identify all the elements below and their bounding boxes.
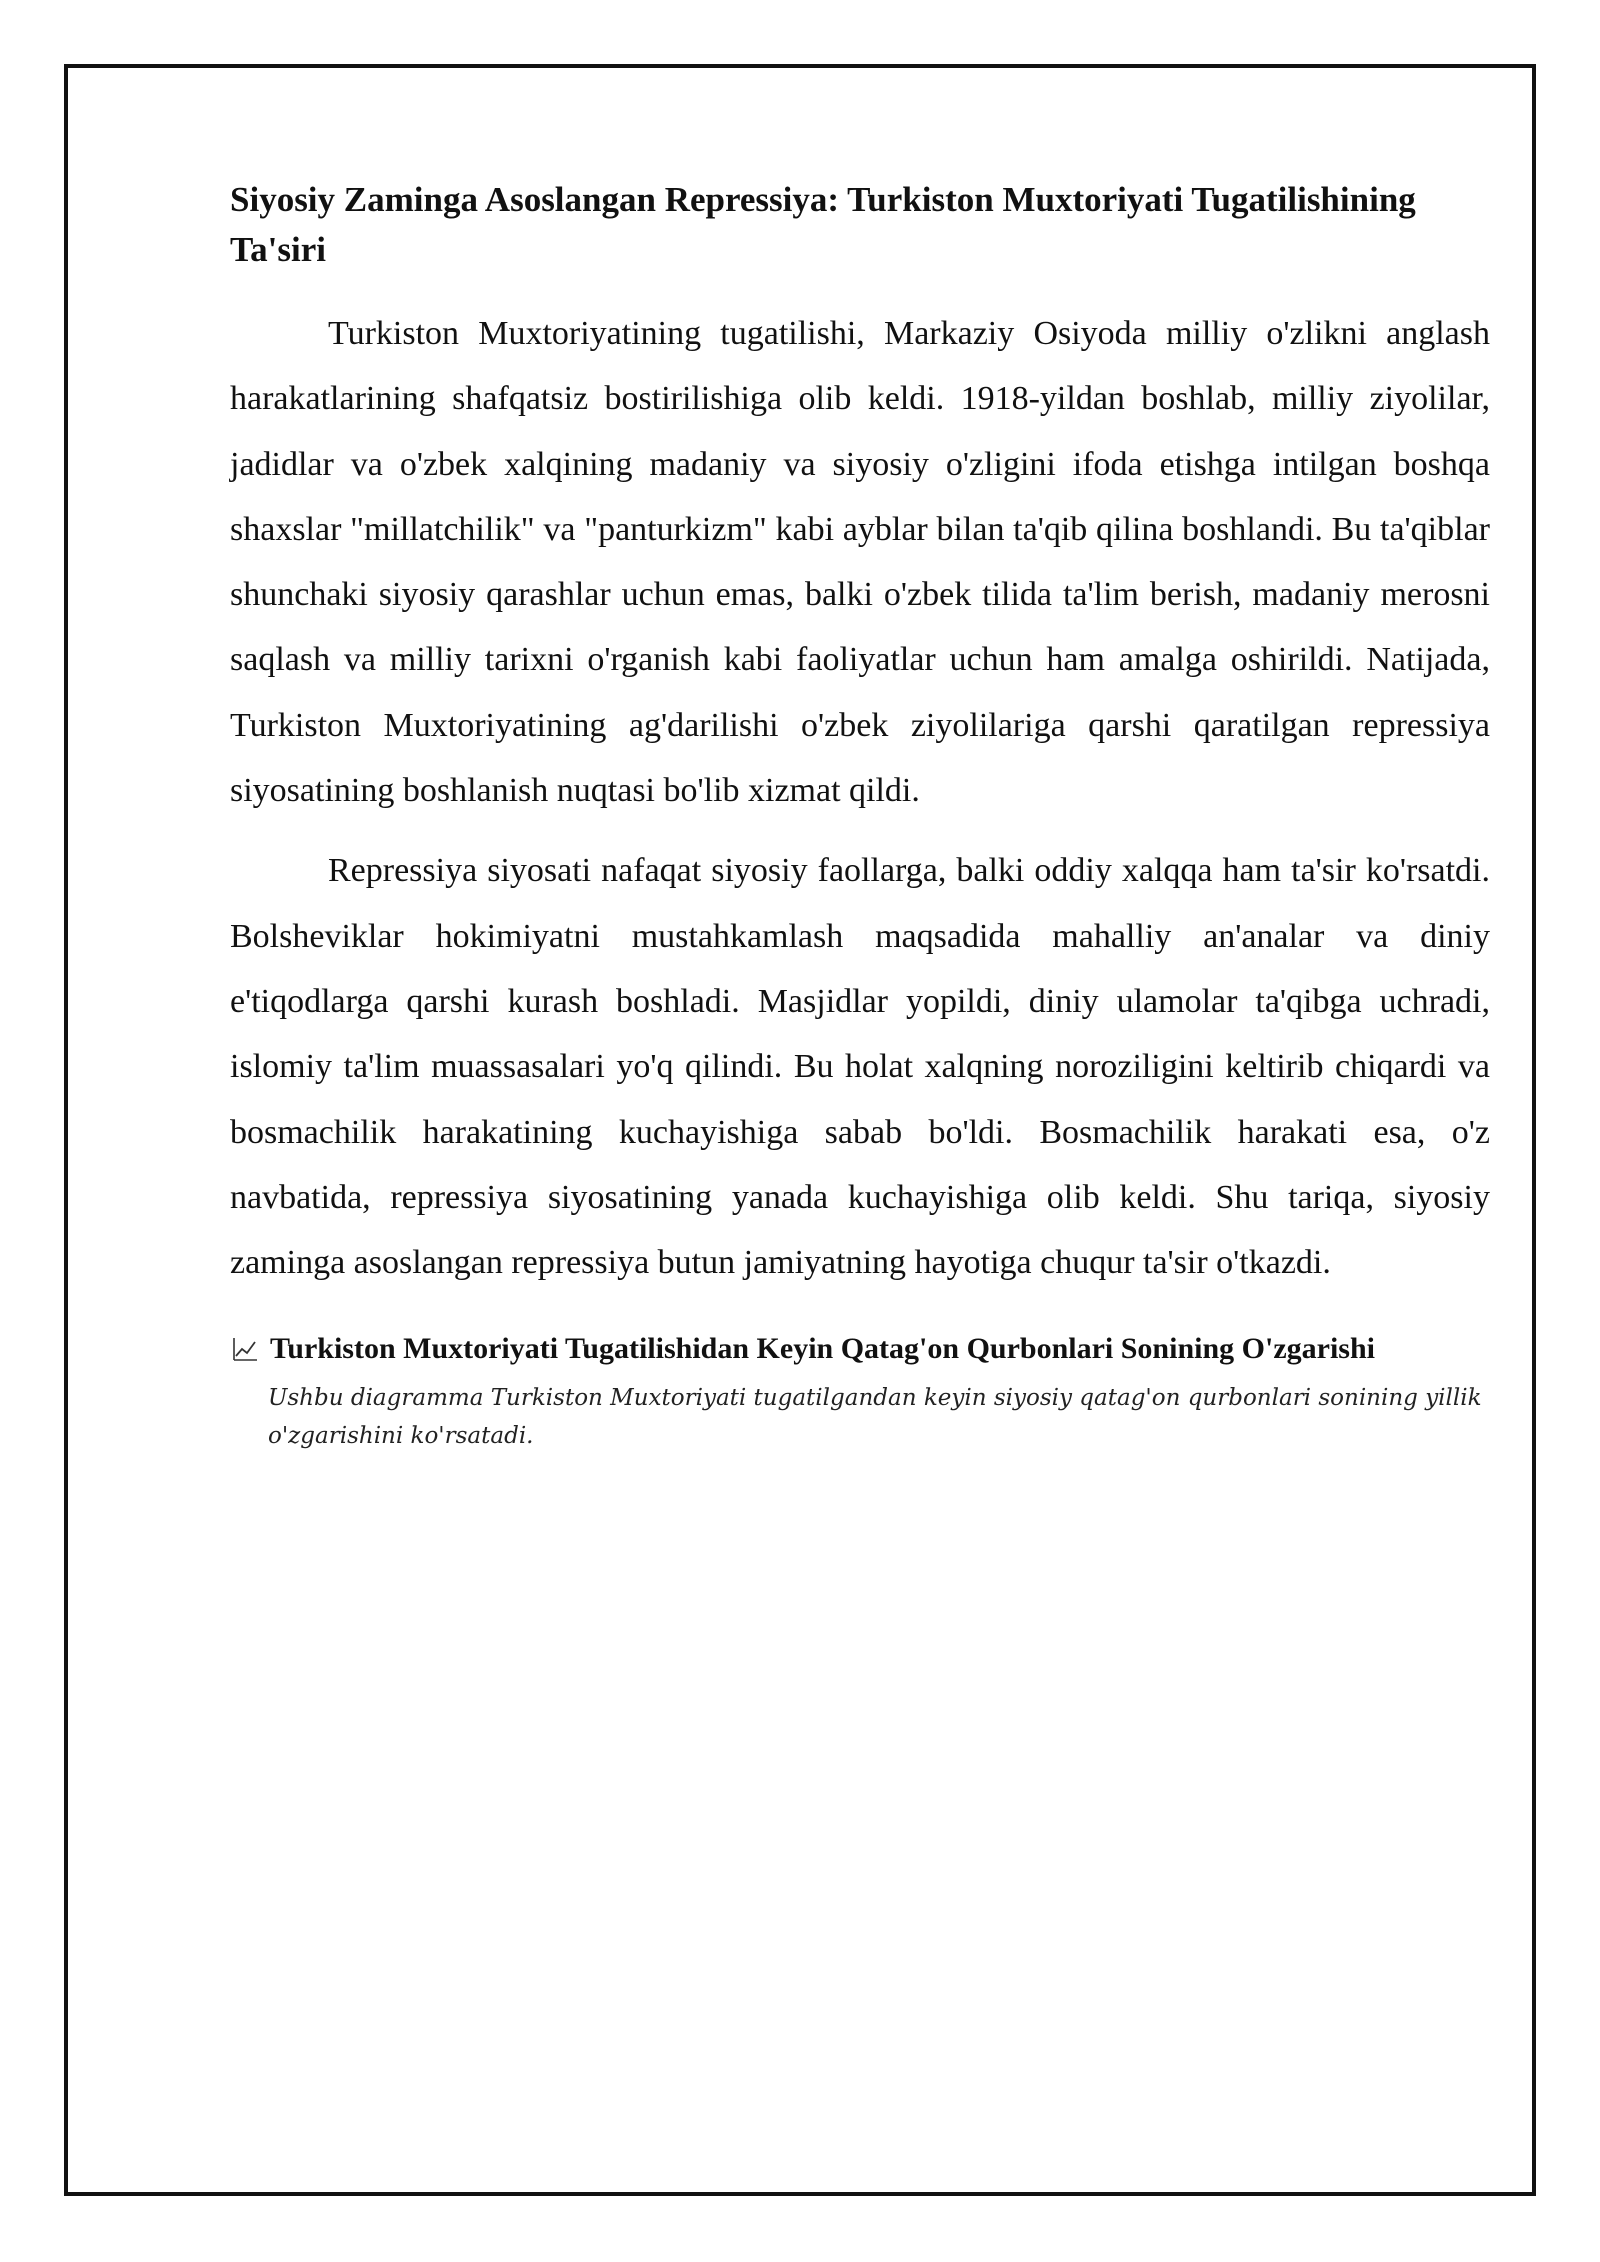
chart-section — [230, 1329, 1490, 1455]
document-content — [230, 175, 1490, 1455]
chart-increasing-icon — [230, 1334, 260, 1364]
chart-title: Turkiston Muxtoriyati Tugatilishidan Keyin Qatag'on Qurbonlari Sonining O'zgarishi — [270, 1332, 1375, 1366]
paragraph-2: Repressiya siyosati nafaqat siyosiy faollarga, balki oddiy xalqqa ham ta'sir ko'rsatdi. Bolsheviklar hokimiyatni mustahkamlash maqsadida mahalliy an'analar va diniy e'tiqodlarga qarshi kurash boshladi. Masjidlar yopildi, diniy ulamolar ta'qibga uchradi, islomiy ta'lim muassasalari yo'q qilindi. Bu holat xalqning noroziligini keltirib chiqardi va bosmachilik harakatining kuchayishiga sabab bo'ldi. Bosmachilik harakati esa, o'z navbatida, repressiya siyosatining yanada kuchayishiga olib keldi. Shu tariqa, siyosiy zaminga asoslangan repressiya butun jamiyatning hayotiga chuqur ta'sir o'tkazdi. — [230, 852, 1490, 1282]
chart-heading — [230, 1329, 1490, 1369]
chart-caption: Ushbu diagramma Turkiston Muxtoriyati tugatilgandan keyin siyosiy qatag'on qurbonlari sonining yillik o'zgarishini ko'rsatadi. — [268, 1385, 1482, 1450]
paragraph-1: Turkiston Muxtoriyatining tugatilishi, Markaziy Osiyoda milliy o'zlikni anglash harakatlarining shafqatsiz bostirilishiga olib keldi. 1918-yildan boshlab, milliy ziyolilar, jadidlar va o'zbek xalqining madaniy va siyosiy o'zligini ifoda etishga intilgan boshqa shaxslar "millatchilik" va "panturkizm" kabi ayblar bilan ta'qib qilina boshlandi. Bu ta'qiblar shunchaki siyosiy qarashlar uchun emas, balki o'zbek tilida ta'lim berish, madaniy merosni saqlash va milliy tarixni o'rganish kabi faoliyatlar uchun ham amalga oshirildi. Natijada, Turkiston Muxtoriyatining ag'darilishi o'zbek ziyolilariga qarshi qaratilgan repressiya siyosatining boshlanish nuqtasi bo'lib xizmat qildi. — [230, 315, 1490, 810]
document-title: Siyosiy Zaminga Asoslangan Repressiya: Turkiston Muxtoriyati Tugatilishining Ta'siri — [230, 180, 1416, 269]
